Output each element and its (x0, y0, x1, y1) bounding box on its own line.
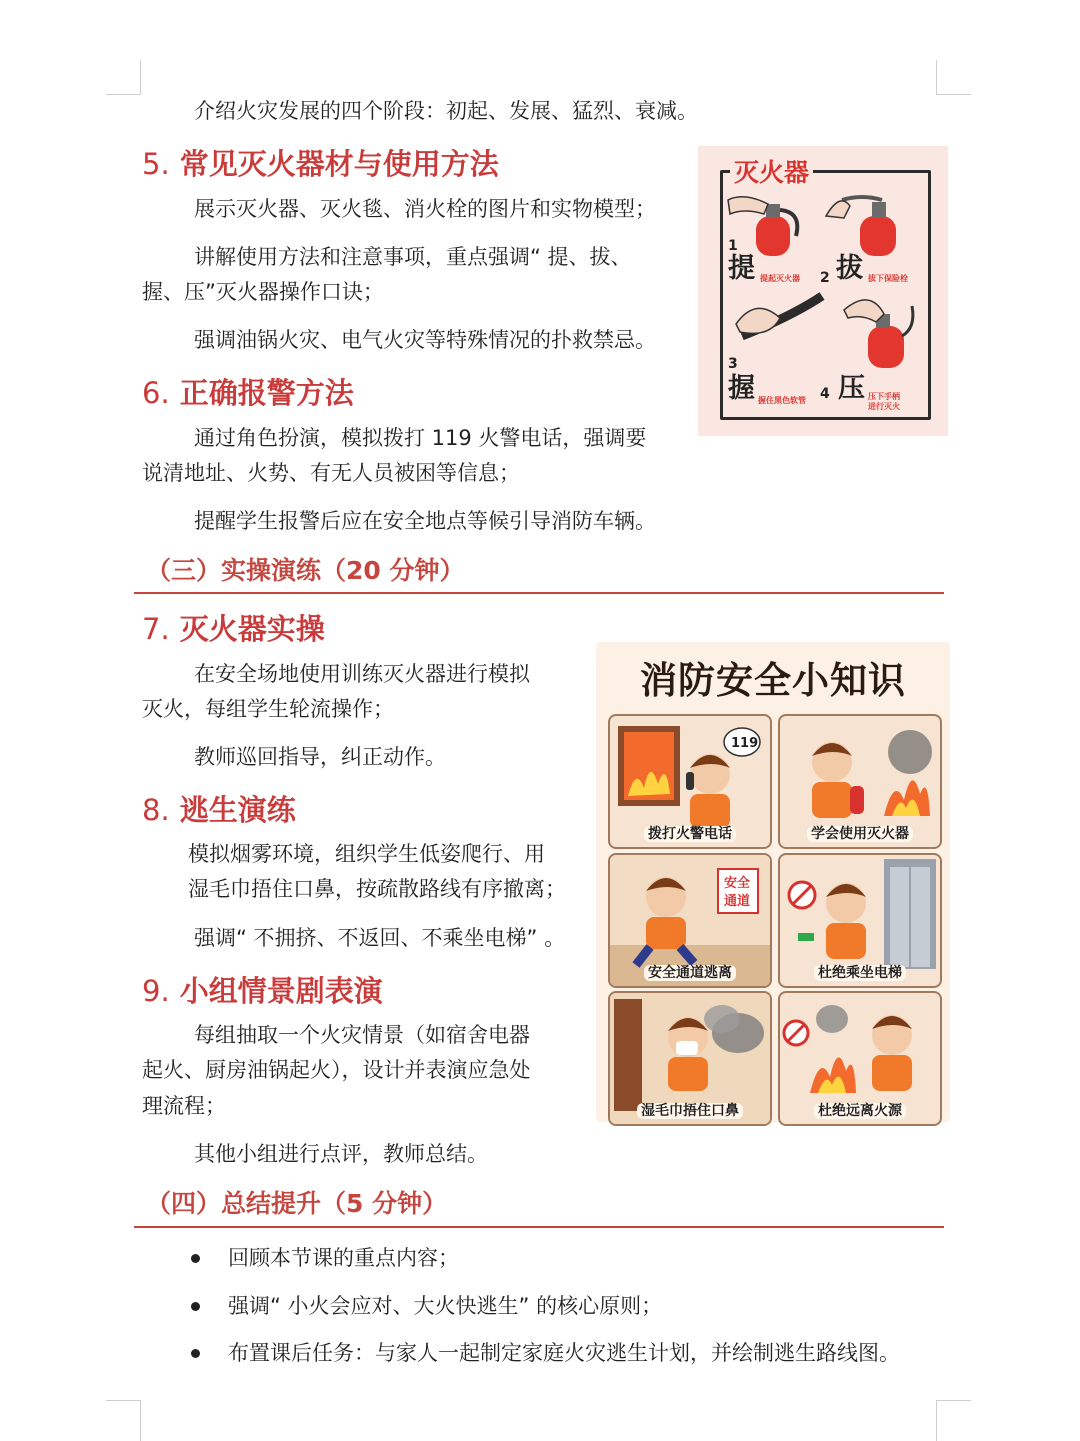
heading-number: 6. (142, 376, 170, 410)
intro-line: 介绍火灾发展的四个阶段：初起、发展、猛烈、衰减。 (194, 99, 698, 123)
paragraph: 讲解使用方法和注意事项，重点强调“ 提、拔、 (194, 245, 632, 269)
extinguisher-steps-figure (698, 146, 948, 436)
heading-title: 小组情景剧表演 (179, 974, 383, 1008)
heading-7 (142, 610, 325, 648)
heading-6 (142, 374, 354, 412)
step-word: 提 (728, 253, 755, 284)
page-corner-mark (106, 1400, 141, 1441)
extinguisher-icon (844, 300, 913, 368)
heading-title: 逃生演练 (179, 793, 296, 827)
paragraph: 在安全场地使用训练灭火器进行模拟 (194, 662, 530, 686)
panel-label: 安全通道逃离 (610, 964, 770, 982)
paragraph: 提醒学生报警后应在安全地点等候引导消防车辆。 (194, 509, 656, 533)
bullet-item: 布置课后任务：与家人一起制定家庭火灾逃生计划，并绘制逃生路线图。 (228, 1341, 900, 1365)
poster-title: 消防安全小知识 (640, 659, 906, 702)
section-divider (134, 592, 944, 594)
bullet-dot (191, 1254, 200, 1263)
step-number: 1 (728, 238, 738, 254)
bullet-dot (191, 1349, 200, 1358)
heading-title: 正确报警方法 (179, 376, 354, 410)
paragraph: 展示灭火器、灭火毯、消火栓的图片和实物模型； (194, 197, 656, 221)
section-divider (134, 1226, 944, 1228)
step-word: 拔 (836, 253, 863, 284)
heading-9 (142, 972, 383, 1010)
bullet-item: 强调“ 小火会应对、大火快逃生” 的核心原则； (228, 1294, 663, 1318)
exit-sign-text: 安全 (724, 876, 751, 891)
figure-title: 灭火器 (730, 158, 813, 188)
bullet-dot (191, 1302, 200, 1311)
paragraph: 说清地址、火势、有无人员被困等信息； (142, 461, 520, 485)
heading-title: 常见灭火器材与使用方法 (179, 147, 499, 181)
paragraph: 模拟烟雾环境，组织学生低姿爬行、用 (188, 842, 545, 866)
panel-label: 杜绝远离火源 (780, 1102, 940, 1120)
page-corner-mark (936, 60, 971, 95)
step-number: 3 (728, 356, 738, 372)
step-caption: 提起灭火器 (760, 274, 800, 283)
phone-bubble-number: 119 (731, 736, 759, 751)
paragraph: 握、压”灭火器操作口诀； (142, 280, 384, 304)
panel-label: 湿毛巾捂住口鼻 (610, 1102, 770, 1120)
panel-label: 拨打火警电话 (610, 825, 770, 843)
exit-sign-text: 通道 (724, 894, 751, 909)
heading-title: 灭火器实操 (179, 612, 325, 646)
extinguisher-icon (826, 197, 896, 256)
page-corner-mark (106, 60, 141, 95)
paragraph: 其他小组进行点评，教师总结。 (194, 1142, 488, 1166)
heading-number: 7. (142, 612, 170, 646)
paragraph: 理流程； (142, 1094, 226, 1118)
step-word: 握 (728, 373, 755, 404)
paragraph: 教师巡回指导，纠正动作。 (194, 745, 446, 769)
heading-5 (142, 145, 499, 183)
section-heading-3: （三）实操演练（20 分钟） (146, 556, 465, 585)
paragraph: 灭火，每组学生轮流操作； (142, 697, 394, 721)
poster-panel (608, 714, 772, 849)
heading-8 (142, 791, 296, 829)
section-heading-4: （四）总结提升（5 分钟） (146, 1189, 448, 1218)
heading-number: 9. (142, 974, 170, 1008)
fire-safety-poster (596, 642, 950, 1122)
page-corner-mark (936, 1400, 971, 1441)
heading-number: 5. (142, 147, 170, 181)
panel-label: 杜绝乘坐电梯 (780, 964, 940, 982)
paragraph: 起火、厨房油锅起火），设计并表演应急处 (142, 1058, 531, 1082)
paragraph: 通过角色扮演，模拟拨打 119 火警电话，强调要 (194, 426, 647, 450)
poster-panel (608, 991, 772, 1126)
step-caption: 进行灭火 (868, 402, 900, 411)
poster-panel (608, 853, 772, 988)
step-caption: 拔下保险栓 (868, 274, 908, 283)
paragraph: 湿毛巾捂住口鼻，按疏散路线有序撤离； (188, 877, 566, 901)
heading-number: 8. (142, 793, 170, 827)
step-caption: 压下手柄 (868, 392, 900, 401)
bullet-item: 回顾本节课的重点内容； (228, 1246, 459, 1270)
step-word: 压 (838, 373, 865, 404)
poster-panel (778, 991, 942, 1126)
paragraph: 强调油锅火灾、电气火灾等特殊情况的扑救禁忌。 (194, 328, 656, 352)
step-number: 4 (820, 386, 830, 402)
paragraph: 每组抽取一个火灾情景（如宿舍电器 (194, 1023, 530, 1047)
step-caption: 握住黑色软管 (758, 396, 806, 405)
paragraph: 强调“ 不拥挤、不返回、不乘坐电梯” 。 (194, 926, 566, 950)
extinguisher-icon (728, 197, 797, 256)
poster-panel (778, 853, 942, 988)
step-number: 2 (820, 270, 830, 286)
poster-panel (778, 714, 942, 849)
hose-icon (736, 296, 822, 336)
panel-label: 学会使用灭火器 (780, 825, 940, 843)
